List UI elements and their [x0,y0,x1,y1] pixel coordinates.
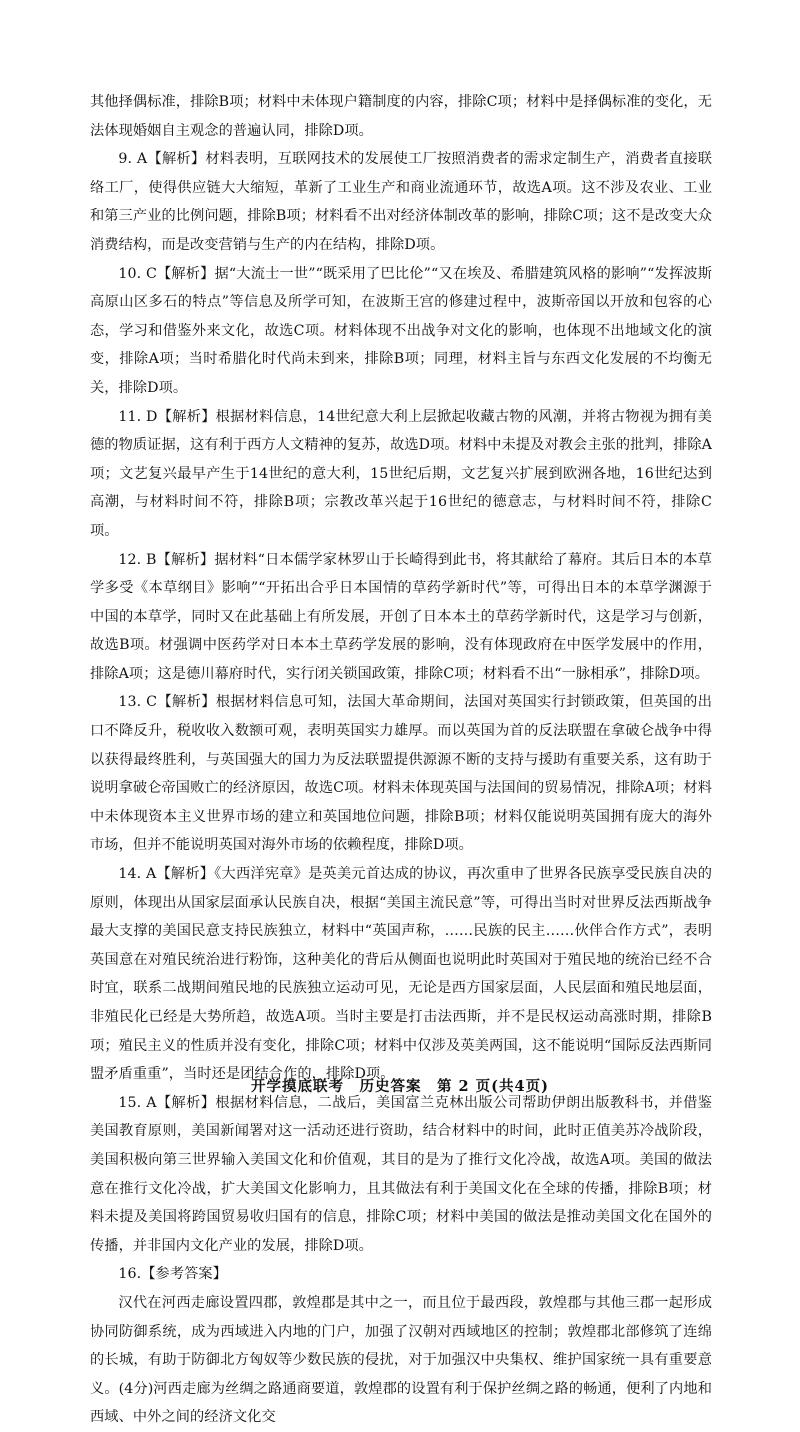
answer-16-body: 汉代在河西走廊设置四郡，敦煌郡是其中之一，而且位于最西段，敦煌郡与其他三郡一起形成协同防御系统，成为西域进入内地的门户，加强了汉朝对西域地区的控制；敦煌郡北部修筑了连绵的长城，有助于防御北方匈奴等少数民族的侵扰，对于加强汉中央集权、维护国家统一具有重要意义。(4分)河西走廊为丝绸之路通商要道，敦煌郡的设置有利于保护丝绸之路的畅通，便利了内地和西域、中外之间的经济文化交 [90,1294,712,1426]
page-footer: 开学摸底联考 历史答案 第 2 页(共4页) [251,1078,549,1095]
answer-12: 12. B【解析】据材料“日本儒学家林罗山于长崎得到此书，将其献给了幕府。其后日本的本草学多受《本草纲目》影响”“开拓出合乎日本国情的草药学新时代”等，可得出日本的本草学渊源于中国的本草学，同时又在此基础上有所发展，开创了日本本土的草药学新时代，这是学习与创新，故选B项。材强调中医药学对日本本土草药学发展的影响，没有体现政府在中医学发展中的作用，排除A项；这是德川幕府时代，实行闭关锁国政策，排除C项；材料看不出“一脉相承”，排除D项。 [90,551,712,682]
answer-text-body [90,88,712,1432]
paragraph-continuation: 其他择偶标准，排除B项；材料中未体现户籍制度的内容，排除C项；材料中是择偶标准的变化，无法体现婚姻自主观念的普遍认同，排除D项。 [90,94,712,139]
answer-16-heading: 16.【参考答案】 [118,1266,227,1283]
answer-14: 14. A【解析】《大西洋宪章》是英美元首达成的协议，再次重申了世界各民族享受民族自决的原则，体现出从国家层面承认民族自决，根据“美国主流民意”等，可得出当时对世界反法西斯战争最大支撑的美国民意支持民族独立，材料中“英国声称，……民族的民主……伙伴合作方式”，表明英国意在对殖民统治进行粉饰，这种美化的背后从侧面也说明此时英国对于殖民地的统治已经不合时宜，联系二战期间殖民地的民族独立运动可见，无论是西方国家层面，人民层面和殖民地层面，非殖民化已经是大势所趋，故选A项。当时主要是打击法西斯，并不是民权运动高涨时期，排除B项；殖民主义的性质并没有变化，排除C项；材料中仅涉及英美两国，这不能说明“国际反法西斯同盟矛盾重重”，当时还是团结合作的，排除D项。 [90,866,712,1083]
answer-10: 10. C【解析】据“大流士一世”“既采用了巴比伦”“又在埃及、希腊建筑风格的影响”“发挥波斯高原山区多石的特点”等信息及所学可知，在波斯王宫的修建过程中，波斯帝国以开放和包容的心态，学习和借鉴外来文化，故选C项。材料体现不出战争对文化的影响，也体现不出地域文化的演变，排除A项；当时希腊化时代尚未到来，排除B项；同理，材料主旨与东西文化发展的不均衡无关，排除D项。 [90,265,712,396]
answer-13: 13. C【解析】根据材料信息可知，法国大革命期间，法国对英国实行封锁政策，但英国的出口不降反升，税收收入数额可观，表明英国实力雄厚。而以英国为首的反法联盟在拿破仑战争中得以获得最终胜利，与英国强大的国力为反法联盟提供源源不断的支持与援助有重要关系，这有助于说明拿破仑帝国败亡的经济原因，故选C项。材料未体现英国与法国间的贸易情况，排除A项；材料中未体现资本主义世界市场的建立和英国地位问题，排除B项；材料仅能说明英国拥有庞大的海外市场，但并不能说明英国对海外市场的依赖程度，排除D项。 [90,694,712,854]
answer-15: 15. A【解析】根据材料信息，二战后，美国富兰克林出版公司帮助伊朗出版教科书，并借鉴美国教育原则，美国新闻署对这一活动还进行资助，结合材料中的时间，此时正值美苏冷战阶段，美国积极向第三世界输入美国文化和价值观，其目的是为了推行文化冷战，故选A项。美国的做法意在推行文化冷战，扩大美国文化影响力，且其做法有利于美国文化在全球的传播，排除B项；材料未提及美国将跨国贸易收归国有的信息，排除C项；材料中美国的做法是推动美国文化在国外的传播，并非国内文化产业的发展，排除D项。 [90,1094,712,1254]
answer-11: 11. D【解析】根据材料信息，14世纪意大利上层掀起收藏古物的风潮，并将古物视为拥有美德的物质证据，这有利于西方人文精神的复苏，故选D项。材料中未提及对教会主张的批判，排除A项；文艺复兴最早产生于14世纪的意大利，15世纪后期，文艺复兴扩展到欧洲各地，16世纪达到高潮，与材料时间不符，排除B项；宗教改革兴起于16世纪的德意志，与材料时间不符，排除C项。 [90,408,712,539]
answer-9: 9. A【解析】材料表明，互联网技术的发展使工厂按照消费者的需求定制生产，消费者直接联络工厂，使得供应链大大缩短，革新了工业生产和商业流通环节，故选A项。这不涉及农业、工业和第三产业的比例问题，排除B项；材料看不出对经济体制改革的影响，排除C项；这不是改变大众消费结构，而是改变营销与生产的内在结构，排除D项。 [90,151,712,253]
